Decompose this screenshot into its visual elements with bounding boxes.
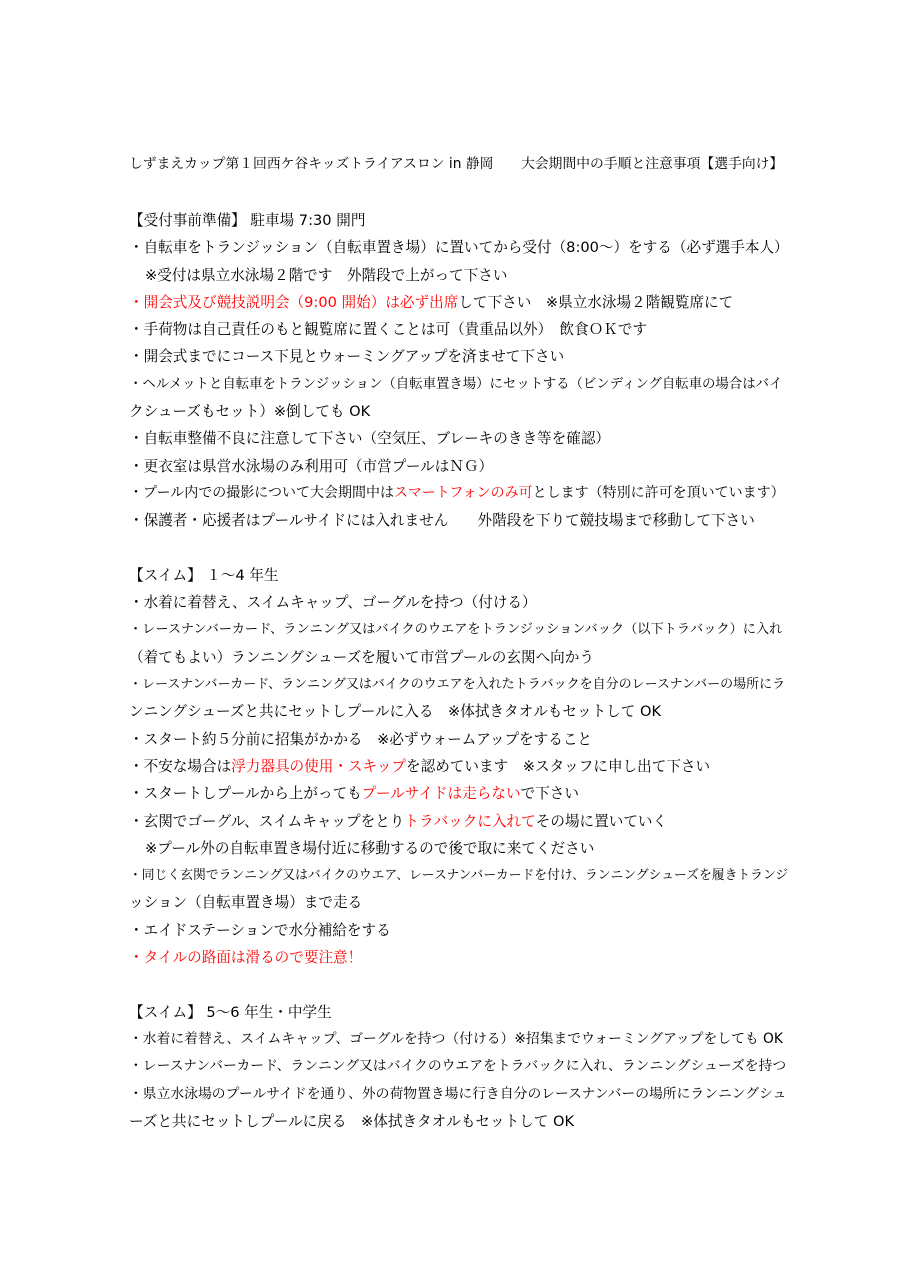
list-item-text: ・スタートしプールから上がっても [129,785,362,803]
list-item-text: を認めています ※スタッフに申し出て下さい [406,757,711,775]
list-item: ・ヘルメットと自転車をトランジッション（自転車置き場）にセットする（ビンディング自転車の場合はバイ [129,376,783,392]
note-line: ※受付は県立水泳場２階です 外階段で上がって下さい [145,266,508,284]
list-item-text: ・不安な場合は [129,757,232,775]
section-swim-grades-1-4 [129,562,789,971]
list-item-text: して下さい ※県立水泳場２階観覧席にて [458,293,734,311]
emphasis-text: 浮力器具の使用・スキップ [231,757,407,775]
list-item: ・水着に着替え、スイムキャップ、ゴーグルを持つ（付ける）※招集までウォーミングアップをしても OK [129,1030,783,1047]
section-swim-grades-5-6-junior-high [129,999,785,1135]
list-item: ・エイドステーションで水分補給をする [129,921,391,939]
list-item: ・開会式までにコース下見とウォーミングアップを済ませて下さい [129,348,565,366]
list-item-text: とします（特別に許可を頂いています） [532,484,785,501]
emphasis-text: スマートフォンのみ可 [394,484,533,501]
section-heading-swim-5-6: 【スイム】 5～6 年生・中学生 [129,1003,332,1021]
list-item: ・自転車をトランジッション（自転車置き場）に置いてから受付（8:00～）をする（必ず選手本人） [129,239,789,257]
list-item: ・同じく玄関でランニング又はバイクのウエア、レースナンバーカードを付け、ランニングシューズを履きトランジ [129,868,789,884]
list-item: ・レースナンバーカード、ランニング又はバイクのウエアをトランジッションバック（以下トラバック）に入れ [129,622,783,638]
emphasis-text: 開会式及び競技説明会（9:00 開始）は必ず出席 [143,293,459,311]
list-item: ・水着に着替え、スイムキャップ、ゴーグルを持つ（付ける） [129,594,537,612]
emphasis-text: タイルの路面は滑るので要注意！ [143,949,363,967]
list-item [129,808,785,835]
list-item: ・スタート約５分前に招集がかかる ※必ずウォームアップをすること [129,730,593,748]
list-item: ・レースナンバーカード、ランニング又はバイクのウエアをトラバックに入れ、ランニングシューズを持つ [129,1058,787,1075]
list-item-continued: ーズと共にセットしプールに戻る ※体拭きタオルもセットして OK [129,1112,575,1130]
spacer [129,971,785,998]
list-item-continued: クシューズもセット）※倒しても OK [129,403,371,421]
list-item [129,480,785,507]
spacer [129,535,785,562]
list-item: ・手荷物は自己責任のもと観覧席に置くことは可（貴重品以外） 飲食ＯＫです [129,321,648,339]
list-item-continued: （着てもよい）ランニングシューズを履いて市営プールの玄関へ向かう [129,648,594,666]
list-item [129,944,785,971]
list-item [129,753,785,780]
list-item [129,780,785,807]
list-item: ・レースナンバーカード、ランニング又はバイクのウエアを入れたトラバックを自分のレースナンバーの場所にラ [129,677,786,693]
list-item: ・自転車整備不良に注意して下さい（空気圧、ブレーキのきき等を確認） [129,430,611,448]
emphasis-text: プールサイドは走らない [361,785,521,803]
document-title: しずまえカップ第１回西ケ谷キッズトライアスロン in 静岡 大会期間中の手順と注意事項【選手向け】 [129,156,784,172]
section-heading-swim-1-4: 【スイム】 １～4 年生 [129,566,279,584]
list-item: ・県立水泳場のプールサイドを通り、外の荷物置き場に行き自分のレースナンバーの場所にランニングシュ [129,1085,787,1102]
section-prep [129,207,789,535]
list-item [129,289,785,316]
list-item-text: ・玄関でゴーグル、スイムキャップをとり [129,812,405,830]
section-heading-prep: 【受付事前準備】 駐車場 7:30 開門 [129,212,366,229]
note-line: ※プール外の自転車置き場付近に移動するので後で取に来てください [145,839,595,857]
bullet: ・ [129,293,144,311]
bullet: ・ [129,949,144,967]
list-item-text: で下さい [520,785,579,803]
list-item-continued: ッション（自転車置き場）まで走る [129,894,363,912]
list-item: ・更衣室は県営水泳場のみ利用可（市営プールはＮＧ） [129,457,494,475]
list-item-text: ・プール内での撮影について大会期間中は [129,484,395,501]
emphasis-text: トラバックに入れて [404,812,536,830]
list-item: ・保護者・応援者はプールサイドには入れません 外階段を下りて競技場まで移動して下さい [129,512,755,530]
document-body [129,207,789,1135]
list-item-continued: ンニングシューズと共にセットしプールに入る ※体拭きタオルもセットして OK [129,703,662,721]
list-item-text: その場に置いていく [535,812,668,830]
